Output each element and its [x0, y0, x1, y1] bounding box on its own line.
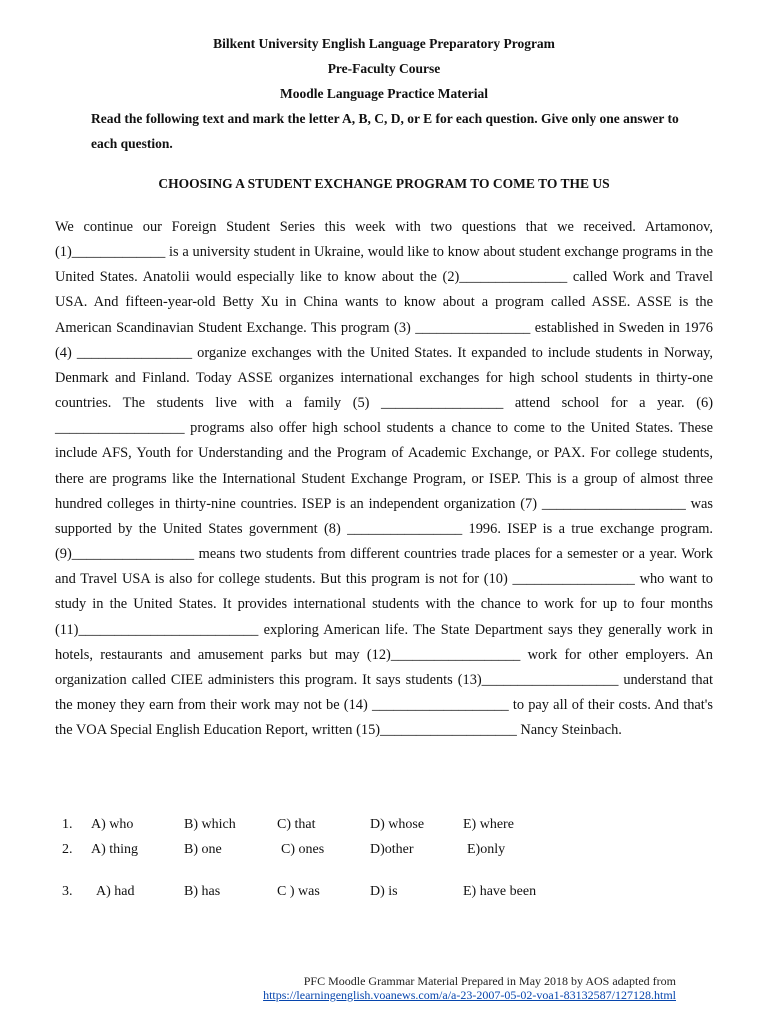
passage-title: CHOOSING A STUDENT EXCHANGE PROGRAM TO COME TO THE US — [158, 176, 610, 191]
option-a[interactable]: A) thing — [91, 842, 139, 857]
option-a[interactable]: A) had — [96, 884, 135, 899]
header-material: Moodle Language Practice Material — [279, 86, 489, 101]
option-b[interactable]: B) which — [184, 817, 236, 832]
footer-credit: PFC Moodle Grammar Material Prepared in May 2018 by AOS adapted from — [303, 974, 676, 988]
option-c[interactable]: C) that — [277, 817, 316, 832]
question-number: 1. — [62, 817, 73, 832]
option-e[interactable]: E) have been — [463, 884, 537, 899]
source-link[interactable]: https://learningenglish.voanews.com/a/a-23-2007-05-02-voa1-83132587/127128.html — [263, 988, 676, 1002]
option-b[interactable]: B) has — [184, 884, 221, 899]
passage-text: We continue our Foreign Student Series this week with two questions that we received. Artamonov, (1)_____________ is a university student in Ukraine, would like to know about student exchange programs in the United States. Anatolii would especially like to know about the (2)_______________ called Work and Travel USA. And fifteen-year-old Betty Xu in China wants to know about a program called ASSE. ASSE is the American Scandinavian Student Exchange. This program (3) ________________ established in Sweden in 1976 (4) ________________ organize exchanges with the United States. It expanded to include students in Norway, Denmark and Finland. Today ASSE organizes international exchanges for high school students in thirty-one countries. The students live with a family (5) _________________ attend school for a year. (6) __________________ programs also offer high school students a chance to come to the United States. These include AFS, Youth for Understanding and the Program of Academic Exchange, or PAX. For college students, there are programs like the International Student Exchange Program, or ISEP. This is a group of almost three hundred colleges in thirty-nine countries. ISEP is an independent organization (7) ____________________ was supported by the United States government (8) ________________ 1996. ISEP is a true exchange program. (9)_________________ means two students from different countries trade places for a semester or a year. Work and Travel USA is also for college students. But this program is not for (10) _________________ who want to study in the United States. It provides international students with the chance to work for up to four months (11)_________________________ exploring American life. The State Department says they generally work in hotels, restaurants and amusement parks but may (12)__________________ work for other employers. An organization called CIEE administers this program. It says students (13)___________________ understand that the money they earn from their work may not be (14) ___________________ to pay all of their costs. And that's the VOA Special English Education Report, written (15)___________________ Nancy Steinbach. — [55, 219, 713, 739]
option-c[interactable]: C) ones — [281, 842, 325, 857]
question-number: 3. — [62, 884, 73, 899]
option-b[interactable]: B) one — [184, 842, 222, 857]
option-d[interactable]: D) whose — [370, 817, 425, 832]
option-a[interactable]: A) who — [91, 817, 134, 832]
header-institution: Bilkent University English Language Preparatory Program — [213, 36, 555, 51]
option-e[interactable]: E)only — [467, 842, 506, 857]
header-course: Pre-Faculty Course — [327, 61, 441, 76]
question-number: 2. — [62, 842, 73, 857]
option-e[interactable]: E) where — [463, 817, 514, 832]
option-d[interactable]: D)other — [370, 842, 414, 857]
instructions: Read the following text and mark the letter A, B, C, D, or E for each question. Give only one answer to each question. — [91, 111, 679, 151]
option-c[interactable]: C ) was — [277, 884, 320, 899]
footer — [263, 974, 676, 1002]
option-d[interactable]: D) is — [370, 884, 398, 899]
